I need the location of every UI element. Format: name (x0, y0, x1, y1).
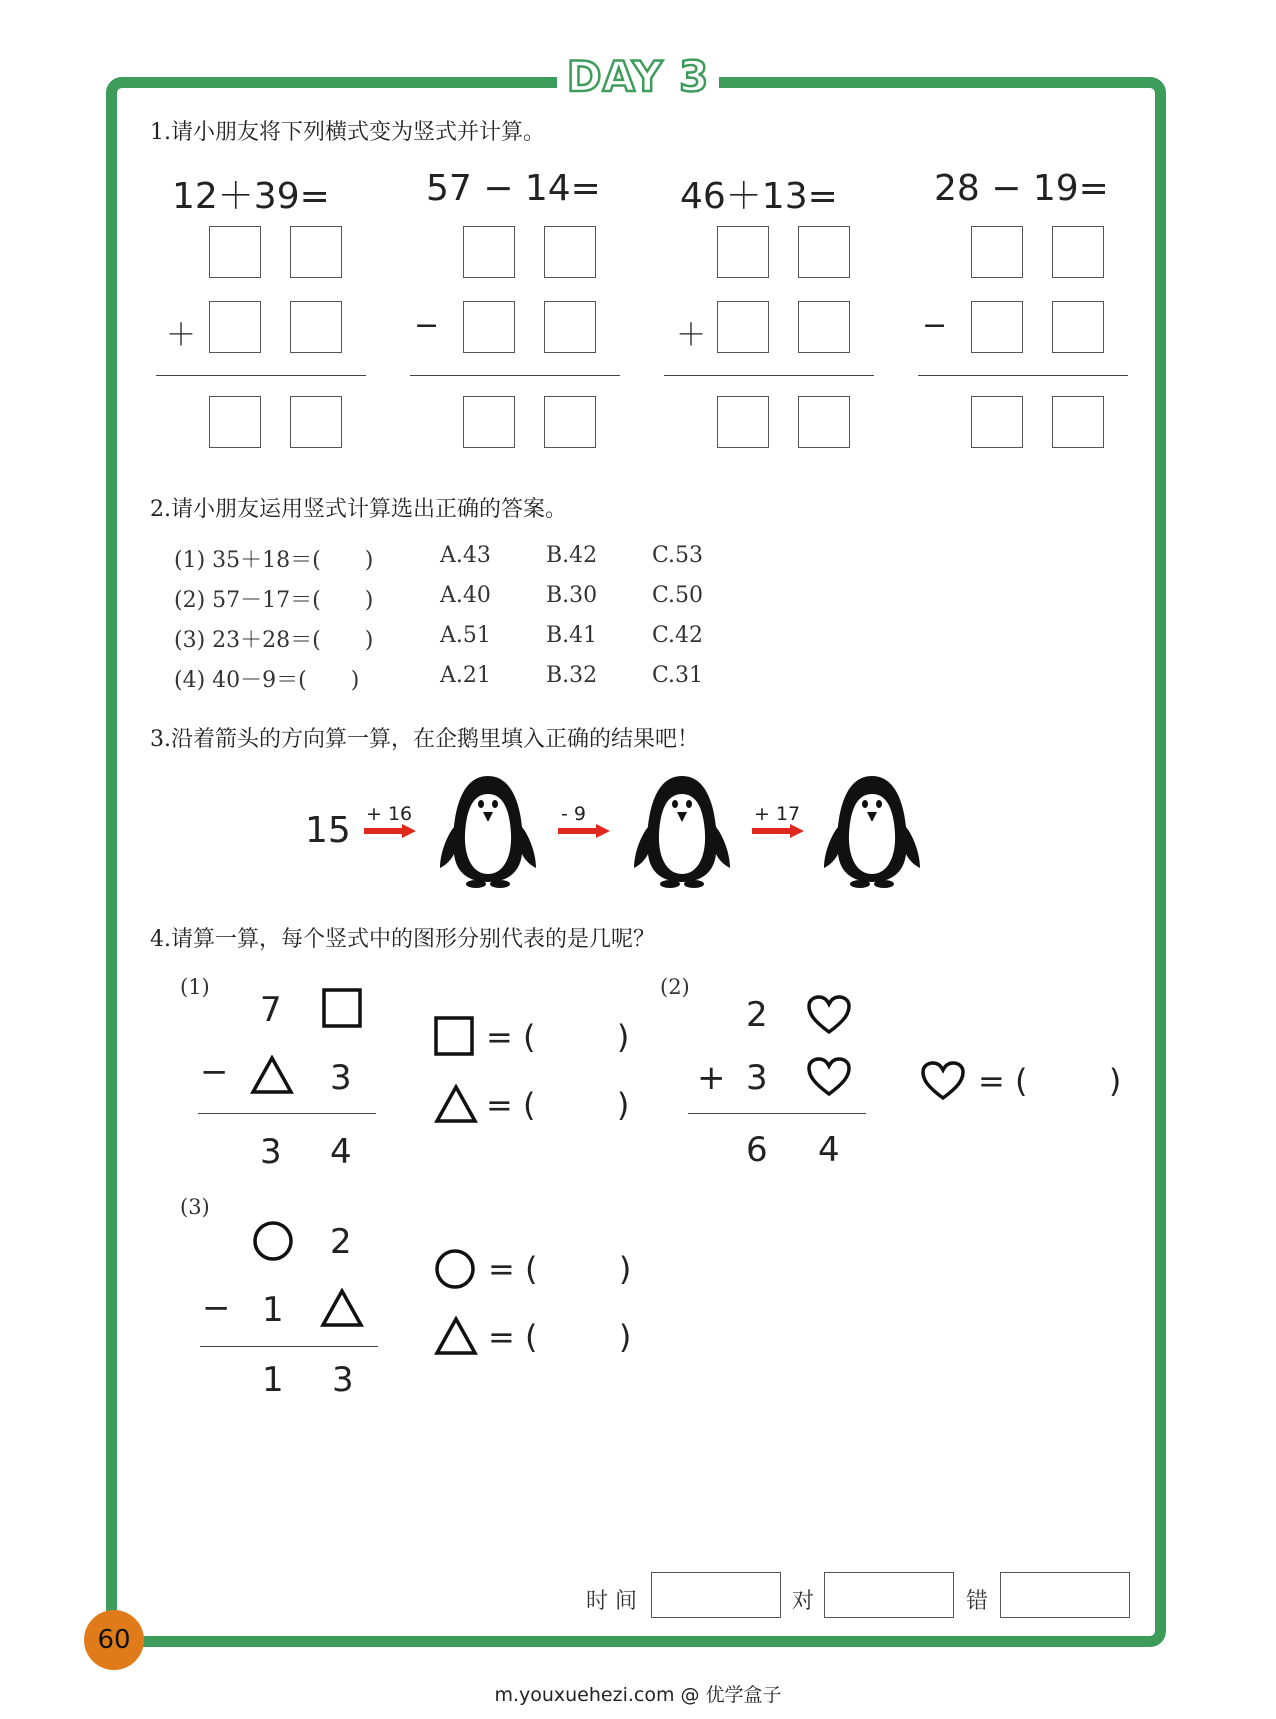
digit: 3 (746, 1058, 768, 1098)
square-icon (322, 988, 362, 1028)
q2-option-b[interactable]: B.32 (546, 663, 598, 688)
q2-question: (2) 57－17＝( ) (174, 588, 374, 613)
q1-box[interactable] (544, 396, 596, 448)
q2-option-b[interactable]: B.30 (546, 583, 598, 608)
q2-option-c[interactable]: C.31 (652, 663, 704, 688)
q2-option-b[interactable]: B.41 (546, 623, 598, 648)
digit: 7 (260, 990, 282, 1030)
vertical-sum-line (200, 1346, 378, 1347)
q2-question: (1) 35＋18＝( ) (174, 548, 374, 573)
q1-box[interactable] (544, 226, 596, 278)
q2-question: (4) 40－9＝( ) (174, 668, 360, 693)
q4-label-1: (1) (180, 975, 210, 999)
wrong-input-box[interactable] (1000, 1572, 1130, 1618)
q1-box[interactable] (463, 396, 515, 448)
digit: 2 (330, 1222, 352, 1262)
vertical-sum-line (688, 1113, 866, 1114)
square-icon (434, 1016, 474, 1056)
q4-prompt: 4.请算一算，每个竖式中的图形分别代表的是几呢？ (150, 927, 655, 952)
step-label: + 17 (754, 803, 801, 825)
minus-sign: − (414, 308, 440, 343)
digit: 3 (330, 1058, 352, 1098)
q1-expr-4: 28 − 19= (934, 168, 1109, 209)
q1-box[interactable] (290, 226, 342, 278)
step-label: - 9 (561, 803, 586, 825)
q4-label-2: (2) (660, 975, 690, 999)
red-arrow-icon (752, 824, 804, 838)
q1-box[interactable] (290, 396, 342, 448)
answer-paren[interactable]: = ( ) (488, 1318, 632, 1356)
red-arrow-icon (558, 824, 610, 838)
answer-paren[interactable]: = ( ) (978, 1062, 1122, 1100)
digit: 2 (746, 995, 768, 1035)
q1-expr-1: 12＋39= (172, 176, 330, 217)
q1-box[interactable] (798, 226, 850, 278)
wrong-label: 错 (966, 1589, 989, 1614)
triangle-icon (434, 1084, 478, 1124)
correct-label: 对 (792, 1589, 815, 1614)
q4-label-3: (3) (180, 1195, 210, 1219)
digit: 6 (746, 1130, 768, 1170)
q2-option-a[interactable]: A.21 (440, 663, 491, 688)
q1-box[interactable] (971, 226, 1023, 278)
correct-input-box[interactable] (824, 1572, 954, 1618)
q2-option-c[interactable]: C.53 (652, 543, 704, 568)
q1-box[interactable] (717, 396, 769, 448)
q1-box[interactable] (544, 301, 596, 353)
digit: 1 (262, 1360, 284, 1400)
q1-expr-2: 57 − 14= (426, 168, 601, 209)
page-number-badge: 60 (84, 1610, 144, 1670)
triangle-icon (434, 1316, 478, 1356)
digit: 4 (330, 1132, 352, 1172)
step-label: + 16 (366, 803, 413, 825)
q1-box[interactable] (798, 301, 850, 353)
day-title: DAY 3 (0, 52, 1276, 101)
q1-box[interactable] (209, 301, 261, 353)
q1-box[interactable] (463, 301, 515, 353)
circle-icon (434, 1248, 476, 1290)
q2-question: (3) 23＋28＝( ) (174, 628, 374, 653)
q1-box[interactable] (463, 226, 515, 278)
digit: 1 (262, 1290, 284, 1330)
plus-sign: ＋ (166, 318, 196, 353)
plus-sign: + (697, 1058, 726, 1098)
digit: 3 (332, 1360, 354, 1400)
triangle-icon (320, 1288, 364, 1328)
q2-option-c[interactable]: C.50 (652, 583, 704, 608)
vertical-sum-line (664, 375, 874, 376)
minus-sign: − (202, 1288, 231, 1328)
q2-option-a[interactable]: A.51 (440, 623, 491, 648)
q1-box[interactable] (1052, 226, 1104, 278)
q1-box[interactable] (717, 301, 769, 353)
q1-box[interactable] (209, 226, 261, 278)
q3-prompt: 3.沿着箭头的方向算一算，在企鹅里填入正确的结果吧！ (150, 727, 699, 752)
q2-option-b[interactable]: B.42 (546, 543, 598, 568)
plus-sign: ＋ (676, 318, 706, 353)
q1-box[interactable] (290, 301, 342, 353)
vertical-sum-line (156, 375, 366, 376)
penguin-icon[interactable] (630, 772, 734, 890)
q1-expr-3: 46＋13= (680, 176, 838, 217)
q1-box[interactable] (717, 226, 769, 278)
q1-box[interactable] (1052, 301, 1104, 353)
circle-icon (252, 1220, 294, 1262)
heart-icon (806, 994, 852, 1036)
start-number: 15 (305, 810, 351, 851)
minus-sign: − (922, 308, 948, 343)
vertical-sum-line (198, 1113, 376, 1114)
q2-option-c[interactable]: C.42 (652, 623, 704, 648)
q1-box[interactable] (209, 396, 261, 448)
q1-box[interactable] (971, 396, 1023, 448)
vertical-sum-line (918, 375, 1128, 376)
answer-paren[interactable]: = ( ) (486, 1086, 630, 1124)
triangle-icon (250, 1055, 294, 1095)
heart-icon (920, 1060, 966, 1102)
digit: 3 (260, 1132, 282, 1172)
q1-box[interactable] (1052, 396, 1104, 448)
red-arrow-icon (364, 824, 416, 838)
minus-sign: − (200, 1052, 229, 1092)
heart-icon (806, 1056, 852, 1098)
vertical-sum-line (410, 375, 620, 376)
watermark: m.youxuehezi.com @ 优学盒子 (494, 1684, 782, 1706)
penguin-icon[interactable] (436, 772, 540, 890)
time-label: 时 间 (586, 1589, 637, 1614)
digit: 4 (818, 1130, 840, 1170)
q1-prompt: 1.请小朋友将下列横式变为竖式并计算。 (150, 120, 545, 145)
q1-box[interactable] (798, 396, 850, 448)
q1-box[interactable] (971, 301, 1023, 353)
q2-prompt: 2.请小朋友运用竖式计算选出正确的答案。 (150, 497, 567, 522)
answer-paren[interactable]: = ( ) (486, 1018, 630, 1056)
time-input-box[interactable] (651, 1572, 781, 1618)
answer-paren[interactable]: = ( ) (488, 1250, 632, 1288)
q2-option-a[interactable]: A.43 (440, 543, 491, 568)
penguin-icon[interactable] (820, 772, 924, 890)
q2-option-a[interactable]: A.40 (440, 583, 491, 608)
